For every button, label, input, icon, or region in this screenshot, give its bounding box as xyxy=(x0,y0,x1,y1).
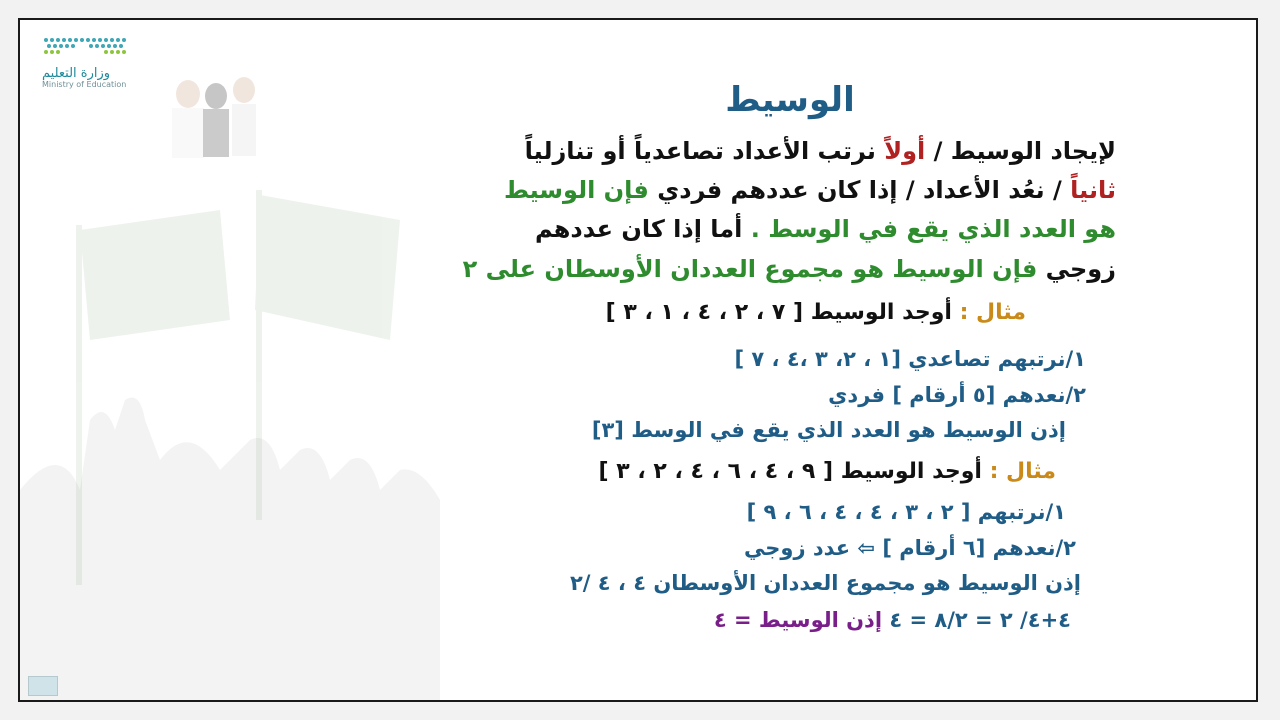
ministry-name-arabic: وزارة التعليم xyxy=(42,66,111,81)
intro-text: أما إذا كان عددهم xyxy=(534,215,751,243)
example1-heading xyxy=(606,300,1026,325)
intro-highlight: هو العدد الذي يقع في الوسط . xyxy=(750,215,1116,243)
slide-thumbnail-icon xyxy=(28,676,58,696)
intro-text: نرتب الأعداد تصاعدياً أو تنازلياً xyxy=(524,137,885,165)
intro-text: لإيجاد الوسيط / xyxy=(925,137,1116,165)
slide xyxy=(18,18,1258,702)
intro-text: زوجي xyxy=(1037,255,1116,283)
example-label: مثال : xyxy=(951,300,1026,325)
example-text: أوجد الوسيط [ ٧ ، ٢ ، ٤ ، ١ ، ٣ ] xyxy=(605,300,952,325)
example2-result: إذن الوسيط هو مجموع العددان الأوسطان ٤ ، ٤ /٢ xyxy=(569,571,1081,595)
example2-step2: ٢/نعدهم [٦ أرقام ] ⇦ عدد زوجي xyxy=(744,536,1076,560)
example2-step1: ١/نرتبهم [ ٢ ، ٣ ، ٤ ، ٤ ، ٦ ، ٩ ] xyxy=(746,500,1066,524)
calculation-text: ٤+٤/ ٢ = ٨/٢ = ٤ xyxy=(889,608,1071,632)
ministry-name-english: Ministry of Education xyxy=(42,80,127,89)
intro-highlight: فإن الوسيط xyxy=(503,176,649,204)
example1-step1: ١/نرتبهم تصاعدي [١ ، ٢، ٣ ،٤ ، ٧ ] xyxy=(734,347,1086,371)
example-text: أوجد الوسيط [ ٩ ، ٤ ، ٦ ، ٤ ، ٢ ، ٣ ] xyxy=(598,459,982,484)
intro-first-label: أولاً xyxy=(884,137,926,165)
example2-calculation xyxy=(714,608,1071,632)
intro-line-3 xyxy=(535,215,1116,243)
example-label: مثال : xyxy=(981,459,1056,484)
intro-line-2 xyxy=(504,176,1116,204)
intro-line-4 xyxy=(463,255,1116,283)
intro-highlight: فإن الوسيط هو مجموع العددان الأوسطان على ٢ xyxy=(462,255,1038,283)
example1-result: إذن الوسيط هو العدد الذي يقع في الوسط [٣] xyxy=(591,418,1066,442)
intro-text: / نعُد الأعداد / إذا كان عددهم فردي xyxy=(648,176,1071,204)
intro-line-1 xyxy=(525,137,1116,165)
intro-second-label: ثانياً xyxy=(1070,176,1116,204)
example2-heading xyxy=(599,459,1056,484)
final-answer: إذن الوسيط = ٤ xyxy=(713,608,890,632)
example1-step2: ٢/نعدهم [٥ أرقام ] فردي xyxy=(828,383,1086,407)
slide-title: الوسيط xyxy=(725,80,855,120)
background-illustration xyxy=(20,20,440,702)
